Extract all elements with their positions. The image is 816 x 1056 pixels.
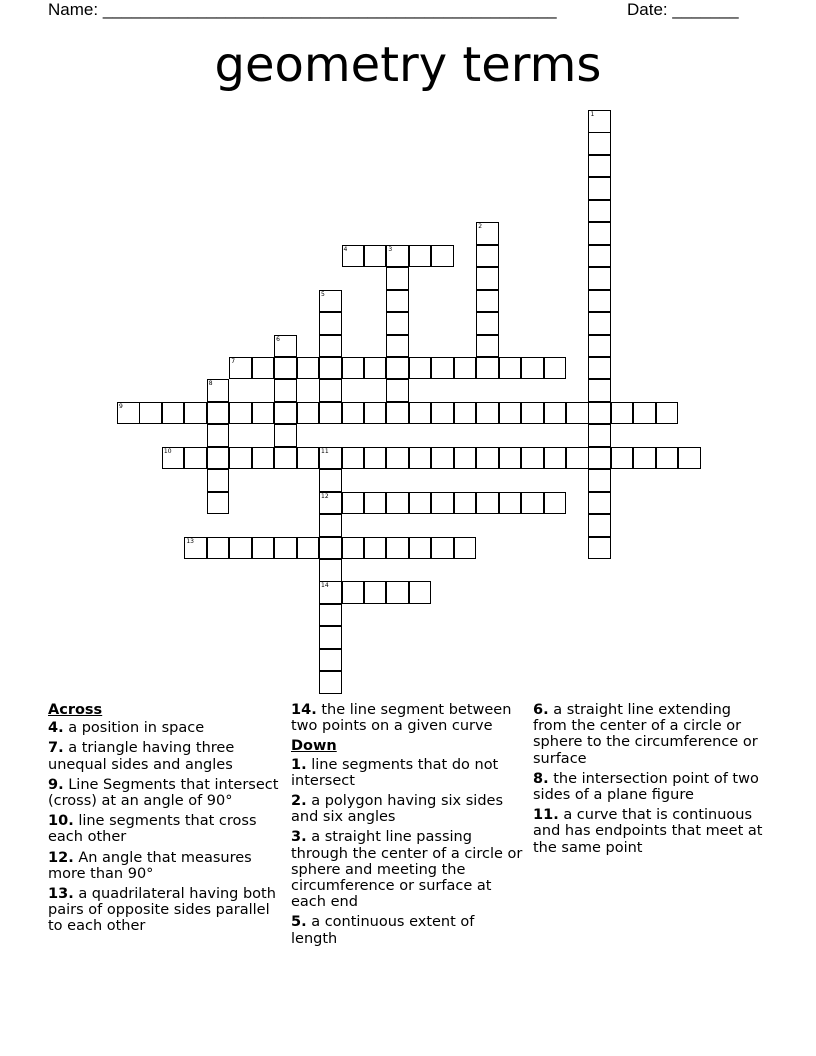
clue-number: 5 (291, 914, 302, 931)
grid-cell (588, 402, 611, 425)
clue-across-12: 12. An angle that measures more than 90° (48, 849, 252, 882)
date-label: Date: (627, 0, 668, 19)
clue-text: Line Segments that intersect (cross) at an angle of 90° (48, 776, 279, 810)
clue-down-1: 1. line segments that do not intersect (291, 756, 499, 789)
grid-cell (386, 290, 409, 313)
grid-cell (274, 447, 297, 470)
clue-down-6: 6. a straight line extending from the center of a circle or sphere to the circumference or surface (533, 702, 758, 767)
grid-cell (342, 581, 365, 604)
grid-cell (476, 492, 499, 515)
grid-cell (588, 267, 611, 290)
grid-cell (454, 357, 477, 380)
clue-number: 4 (48, 720, 59, 737)
grid-cell (499, 447, 522, 470)
grid-cell (588, 447, 611, 470)
clue-text: a position in space (68, 720, 205, 737)
grid-cell (566, 402, 589, 425)
grid-cell (431, 357, 454, 380)
grid-cell (386, 312, 409, 335)
clue-text: a triangle having three unequal sides and angles (48, 740, 235, 773)
grid-cell (252, 447, 275, 470)
grid-cell (342, 357, 365, 380)
grid-cell (252, 402, 275, 425)
clue-number: 14 (291, 702, 312, 718)
grid-cell (588, 335, 611, 358)
grid-cell (588, 424, 611, 447)
grid-cell (521, 492, 544, 515)
grid-cell (588, 537, 611, 560)
across-heading: Across (48, 702, 103, 718)
clue-number: 13 (48, 886, 69, 903)
grid-cell (544, 357, 567, 380)
clue-text: a straight line passing through the center of a circle or sphere and meeting the circumference or surface at each end (291, 829, 523, 911)
grid-cell (207, 492, 230, 515)
cell-number: 1 (590, 111, 595, 118)
grid-cell (588, 177, 611, 200)
clue-number: 6 (533, 702, 544, 718)
date-line: _______ (672, 0, 739, 19)
name-label: Name: (48, 0, 99, 19)
grid-cell (184, 537, 207, 560)
clue-across-13: 13. a quadrilateral having both pairs of opposite sides parallel to each other (48, 886, 276, 935)
grid-cell (588, 290, 611, 313)
grid-cell (431, 492, 454, 515)
grid-cell (139, 402, 162, 425)
grid-cell (431, 245, 454, 268)
grid-cell (499, 492, 522, 515)
clue-text: a polygon having six sides and six angles (291, 793, 503, 826)
clue-across-4: 4. a position in space (48, 720, 205, 737)
clue-number: 2 (291, 793, 302, 810)
grid-cell (499, 357, 522, 380)
grid-cell (274, 357, 297, 380)
grid-cell (207, 447, 230, 470)
grid-cell (588, 514, 611, 537)
grid-cell (386, 537, 409, 560)
grid-cell (588, 312, 611, 335)
clue-down-5: 5. a continuous extent of length (291, 914, 475, 947)
clue-text: the line segment between two points on a given curve (291, 702, 512, 735)
clue-text: a quadrilateral having both pairs of opposite sides parallel to each other (48, 886, 276, 935)
grid-cell (342, 537, 365, 560)
grid-cell (409, 447, 432, 470)
grid-cell (319, 290, 342, 313)
grid-cell (588, 110, 611, 133)
grid-cell (544, 492, 567, 515)
grid-cell (274, 537, 297, 560)
clue-text: line segments that cross each other (48, 813, 257, 846)
grid-cell (252, 357, 275, 380)
cell-number: 13 (186, 537, 194, 545)
grid-cell (521, 357, 544, 380)
grid-cell (319, 514, 342, 537)
clue-across-7: 7. a triangle having three unequal sides and angles (48, 740, 235, 773)
grid-cell (364, 245, 387, 268)
cell-number: 8 (208, 380, 213, 388)
grid-cell (297, 357, 320, 380)
grid-cell (588, 132, 611, 155)
grid-cell (588, 155, 611, 178)
cell-number: 10 (163, 447, 172, 455)
grid-cell (409, 357, 432, 380)
grid-cell (364, 447, 387, 470)
grid-cell (319, 312, 342, 335)
grid-cell (409, 245, 432, 268)
down-heading: Down (291, 738, 337, 755)
clue-down-8: 8. the intersection point of two sides of a plane figure (533, 770, 759, 804)
grid-cell (588, 379, 611, 402)
grid-cell (409, 581, 432, 604)
grid-cell (319, 447, 342, 470)
grid-cell (476, 357, 499, 380)
clue-number: 3 (291, 829, 302, 846)
grid-cell (342, 245, 365, 268)
clue-text: a straight line extending from the center of a circle or sphere to the circumference or surface (533, 702, 758, 767)
grid-cell (297, 537, 320, 560)
grid-cell (588, 200, 611, 223)
cell-number: 7 (231, 357, 236, 365)
clue-number: 9 (48, 776, 59, 793)
grid-cell (364, 537, 387, 560)
grid-cell (431, 537, 454, 560)
grid-cell (588, 222, 611, 245)
grid-cell (319, 671, 342, 694)
grid-cell (678, 447, 701, 470)
grid-cell (319, 604, 342, 627)
grid-cell (319, 379, 342, 402)
grid-cell (386, 245, 409, 268)
grid-cell (319, 469, 342, 492)
grid-cell (521, 402, 544, 425)
grid-cell (364, 492, 387, 515)
grid-cell (386, 581, 409, 604)
grid-cell (319, 402, 342, 425)
clue-number: 7 (48, 740, 59, 757)
grid-cell (319, 335, 342, 358)
grid-cell (454, 447, 477, 470)
grid-cell (476, 267, 499, 290)
clue-number: 10 (48, 813, 69, 830)
grid-cell (386, 357, 409, 380)
clue-text: the intersection point of two sides of a plane figure (533, 770, 759, 804)
grid-cell (409, 402, 432, 425)
grid-cell (544, 402, 567, 425)
clue-number: 8 (533, 770, 544, 787)
grid-cell (274, 424, 297, 447)
grid-cell (476, 222, 499, 245)
grid-cell (319, 581, 342, 604)
grid-cell (229, 402, 252, 425)
clue-text: a curve that is continuous and has endpoints that meet at the same point (533, 807, 763, 856)
grid-cell (588, 245, 611, 268)
grid-cell (386, 267, 409, 290)
clue-down-3: 3. a straight line passing through the center of a circle or sphere and meeting the circumference or surface at each end (291, 829, 523, 911)
cell-number: 2 (478, 223, 483, 231)
grid-cell (162, 402, 185, 425)
grid-cell (476, 290, 499, 313)
grid-cell (342, 447, 365, 470)
grid-cell (364, 357, 387, 380)
grid-cell (476, 402, 499, 425)
cell-number: 6 (276, 335, 280, 343)
clue-across-14: 14. the line segment between two points on a given curve (291, 702, 512, 735)
grid-cell (409, 537, 432, 560)
grid-cell (611, 402, 634, 425)
grid-cell (184, 447, 207, 470)
grid-cell (476, 447, 499, 470)
grid-cell (274, 402, 297, 425)
grid-cell (319, 357, 342, 380)
grid-cell (274, 379, 297, 402)
grid-cell (117, 402, 140, 425)
grid-cell (252, 537, 275, 560)
grid-cell (476, 312, 499, 335)
grid-cell (454, 492, 477, 515)
grid-cell (207, 537, 230, 560)
grid-cell (588, 357, 611, 380)
cell-number: 4 (343, 245, 348, 253)
grid-cell (499, 402, 522, 425)
grid-cell (207, 402, 230, 425)
cell-number: 5 (321, 290, 325, 298)
grid-cell (229, 357, 252, 380)
clue-across-10: 10. line segments that cross each other (48, 813, 257, 846)
grid-cell (611, 447, 634, 470)
grid-cell (386, 335, 409, 358)
grid-cell (342, 492, 365, 515)
grid-cell (633, 447, 656, 470)
grid-cell (319, 649, 342, 672)
grid-cell (297, 402, 320, 425)
clue-text: An angle that measures more than 90° (48, 849, 252, 882)
grid-cell (588, 469, 611, 492)
clue-down-11: 11. a curve that is continuous and has endpoints that meet at the same point (533, 807, 763, 856)
clue-text: line segments that do not intersect (291, 756, 499, 789)
grid-cell (229, 537, 252, 560)
grid-cell (386, 447, 409, 470)
grid-cell (566, 447, 589, 470)
grid-cell (386, 492, 409, 515)
grid-cell (207, 379, 230, 402)
grid-cell (319, 492, 342, 515)
grid-cell (656, 402, 679, 425)
cell-number: 12 (321, 492, 329, 500)
clue-down-2: 2. a polygon having six sides and six angles (291, 793, 503, 826)
grid-cell (319, 626, 342, 649)
grid-cell (521, 447, 544, 470)
grid-cell (454, 402, 477, 425)
grid-cell (207, 424, 230, 447)
grid-cell (342, 402, 365, 425)
grid-cell (184, 402, 207, 425)
grid-cell (656, 447, 679, 470)
grid-cell (454, 537, 477, 560)
clue-number: 11 (533, 807, 554, 824)
grid-cell (229, 447, 252, 470)
grid-cell (476, 245, 499, 268)
clue-text: a continuous extent of length (291, 914, 475, 947)
clues-column-3 (533, 702, 765, 860)
grid-cell (431, 402, 454, 425)
clue-number: 1 (291, 756, 302, 773)
grid-cell (476, 335, 499, 358)
clue-across-9: 9. Line Segments that intersect (cross) at an angle of 90° (48, 776, 279, 810)
grid-cell (409, 492, 432, 515)
cell-number: 3 (388, 245, 393, 253)
grid-cell (319, 559, 342, 582)
grid-cell (364, 402, 387, 425)
clues-column-2 (291, 702, 523, 951)
grid-cell (207, 469, 230, 492)
grid-cell (633, 402, 656, 425)
cell-number: 14 (321, 582, 329, 590)
grid-cell (319, 537, 342, 560)
grid-cell (297, 447, 320, 470)
clue-number: 12 (48, 849, 69, 866)
page-title: geometry terms (214, 37, 602, 93)
name-line: ________________________________________________ (102, 0, 557, 19)
grid-cell (588, 492, 611, 515)
grid-cell (274, 335, 297, 358)
grid-cell (431, 447, 454, 470)
grid-cell (544, 447, 567, 470)
grid-cell (386, 402, 409, 425)
grid-cell (386, 379, 409, 402)
clues-column-1 (48, 702, 280, 939)
cell-number: 9 (119, 402, 123, 410)
grid-cell (162, 447, 185, 470)
grid-cell (364, 581, 387, 604)
cell-number: 11 (321, 447, 329, 455)
